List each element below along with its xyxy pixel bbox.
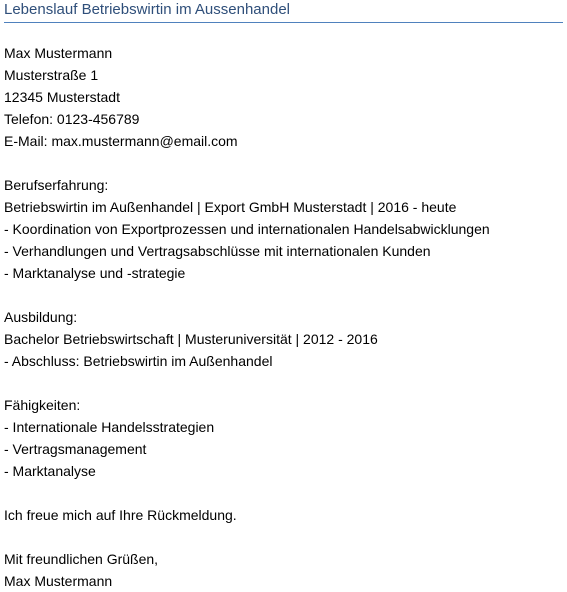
spacer [4, 526, 563, 548]
experience-item: - Marktanalyse und -strategie [4, 265, 186, 281]
document-title: Lebenslauf Betriebswirtin im Aussenhandel [4, 1, 291, 18]
contact-street: Musterstraße 1 [4, 67, 99, 83]
signature-name: Max Mustermann [4, 573, 113, 589]
skills-item: - Internationale Handelsstrategien [4, 419, 215, 435]
experience-item: - Verhandlungen und Vertragsabschlüsse mit internationalen Kunden [4, 243, 431, 259]
contact-phone: Telefon: 0123-456789 [4, 111, 140, 127]
experience-position: Betriebswirtin im Außenhandel | Export GmbH Musterstadt | 2016 - heute [4, 199, 457, 215]
contact-name: Max Mustermann [4, 45, 113, 61]
skills-item: - Vertragsmanagement [4, 441, 147, 457]
skills-heading: Fähigkeiten: [4, 397, 81, 413]
spacer [4, 152, 563, 174]
spacer [4, 482, 563, 504]
education-item: - Abschluss: Betriebswirtin im Außenhandel [4, 353, 273, 369]
skills-item: - Marktanalyse [4, 463, 96, 479]
contact-email: E-Mail: max.mustermann@email.com [4, 133, 238, 149]
experience-item: - Koordination von Exportprozessen und internationalen Handelsabwicklungen [4, 221, 490, 237]
document-body [4, 42, 563, 592]
closing-greeting: Mit freundlichen Grüßen, [4, 551, 159, 567]
skills-section [4, 394, 563, 482]
closing-statement: Ich freue mich auf Ihre Rückmeldung. [4, 507, 237, 523]
closing-section [4, 504, 563, 592]
contact-city: 12345 Musterstadt [4, 89, 120, 105]
education-section [4, 306, 563, 372]
spacer [4, 284, 563, 306]
education-degree: Bachelor Betriebswirtschaft | Musteruniversität | 2012 - 2016 [4, 331, 378, 347]
title-divider [4, 22, 563, 23]
contact-block [4, 42, 563, 152]
experience-section [4, 174, 563, 284]
education-heading: Ausbildung: [4, 309, 78, 325]
experience-heading: Berufserfahrung: [4, 177, 109, 193]
spacer [4, 372, 563, 394]
